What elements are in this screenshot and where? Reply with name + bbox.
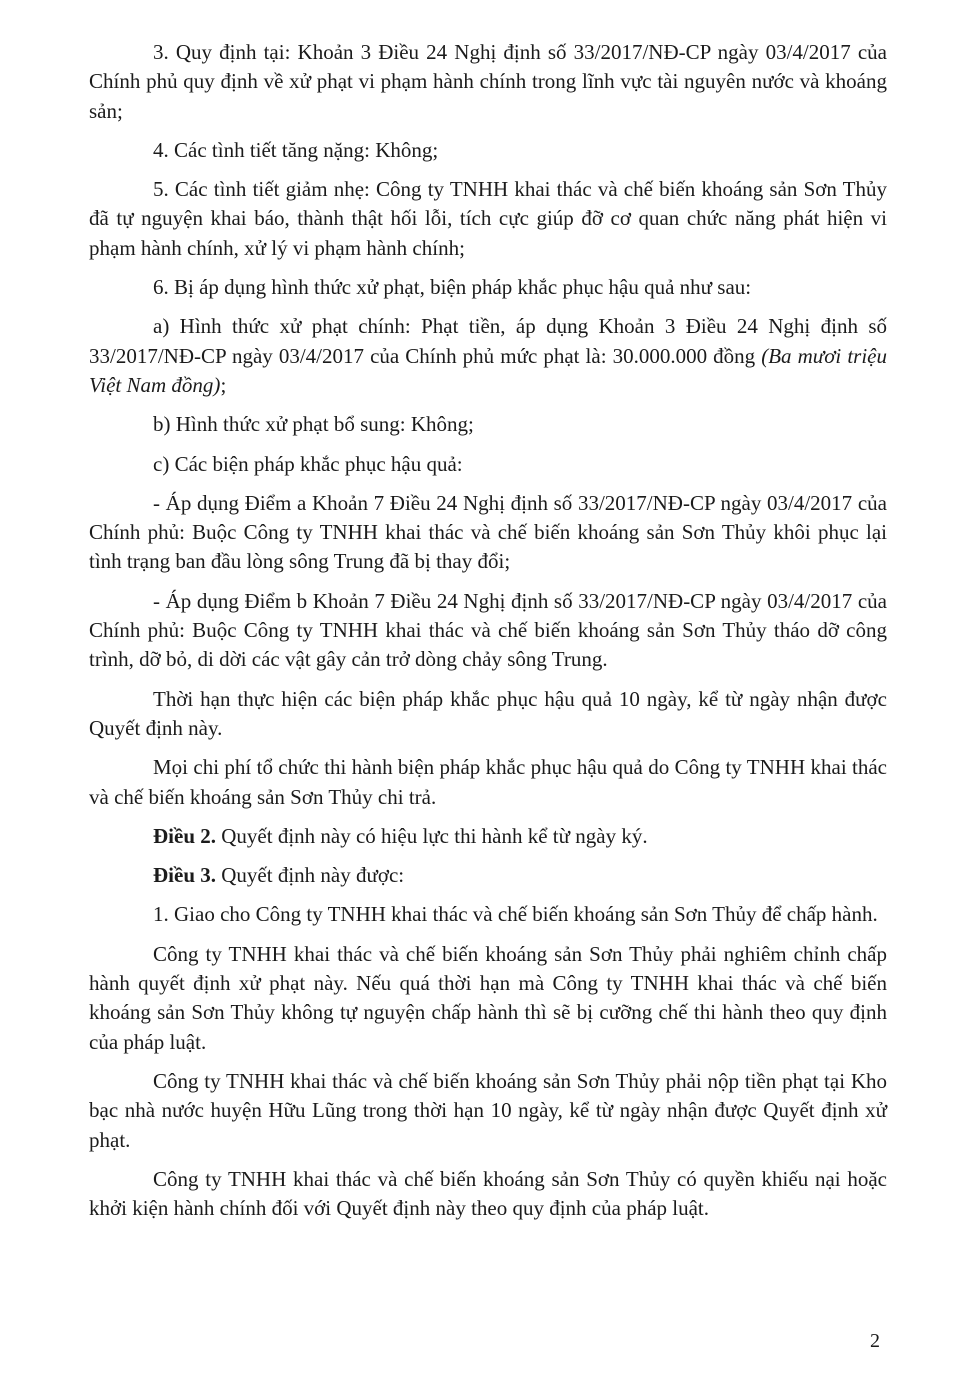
paragraph-text: Công ty TNHH khai thác và chế biến khoáng sản Sơn Thủy phải nộp tiền phạt tại Kho bạc nhà nước huyện Hữu Lũng trong thời hạn 10 ngày, kể từ ngày nhận được Quyết định xử phạt. bbox=[89, 1068, 887, 1152]
paragraph-text: 3. Quy định tại: Khoản 3 Điều 24 Nghị định số 33/2017/NĐ-CP ngày 03/4/2017 của Chính phủ quy định về xử phạt vi phạm hành chính trong lĩnh vực tài nguyên nước và khoáng sản; bbox=[89, 40, 887, 123]
paragraph-text: a) Hình thức xử phạt chính: Phạt tiền, áp dụng Khoản 3 Điều 24 Nghị định số 33/2017/NĐ-CP ngày 03/4/2017 của Chính phủ mức phạt là: 30.000.000 đồng bbox=[89, 314, 887, 368]
paragraph-payment bbox=[89, 1067, 887, 1155]
paragraph-text: Thời hạn thực hiện các biện pháp khắc phục hậu quả 10 ngày, kể từ ngày nhận được Quyết định này. bbox=[89, 686, 887, 740]
paragraph-text: b) Hình thức xử phạt bổ sung: Không; bbox=[153, 412, 474, 437]
paragraph-item-6b bbox=[89, 410, 887, 439]
paragraph-costs bbox=[89, 753, 887, 812]
paragraph-item-6a bbox=[89, 312, 887, 400]
paragraph-item-4 bbox=[89, 136, 887, 165]
paragraph-assignment bbox=[89, 900, 887, 929]
amount-in-words: (Ba mươi triệu Việt Nam đồng) bbox=[89, 343, 887, 397]
paragraph-measure-a bbox=[89, 489, 887, 577]
document-body bbox=[89, 38, 887, 1223]
paragraph-article-3 bbox=[89, 861, 887, 890]
article-heading: Điều 3. bbox=[153, 863, 216, 888]
paragraph-text: Công ty TNHH khai thác và chế biến khoáng sản Sơn Thủy phải nghiêm chỉnh chấp hành quyết định xử phạt này. Nếu quá thời hạn mà Công ty TNHH khai thác và chế biến khoáng sản Sơn Thủy không tự nguyện chấp hành thì sẽ bị cưỡng chế thi hành theo quy định của pháp luật. bbox=[89, 941, 887, 1054]
paragraph-item-6c bbox=[89, 450, 887, 479]
paragraph-item-5 bbox=[89, 175, 887, 263]
paragraph-compliance bbox=[89, 940, 887, 1057]
paragraph-text: - Áp dụng Điểm a Khoản 7 Điều 24 Nghị định số 33/2017/NĐ-CP ngày 03/4/2017 của Chính phủ: Buộc Công ty TNHH khai thác và chế biến khoáng sản Sơn Thủy khôi phục lại tình trạng ban đầu lòng sông Trung đã bị thay đổi; bbox=[89, 490, 887, 574]
paragraph-measure-b bbox=[89, 587, 887, 675]
paragraph-text: c) Các biện pháp khắc phục hậu quả: bbox=[153, 451, 463, 476]
page-number: 2 bbox=[870, 1330, 880, 1352]
paragraph-deadline bbox=[89, 685, 887, 744]
paragraph-text: 5. Các tình tiết giảm nhẹ: Công ty TNHH khai thác và chế biến khoáng sản Sơn Thủy đã tự nguyện khai báo, thành thật hối lỗi, tích cực giúp đỡ cơ quan chức năng phát hiện vi phạm hành chính, xử lý vi phạm hành chính; bbox=[89, 177, 887, 260]
paragraph-text: 1. Giao cho Công ty TNHH khai thác và chế biến khoáng sản Sơn Thủy để chấp hành. bbox=[153, 902, 878, 927]
article-heading: Điều 2. bbox=[153, 823, 216, 848]
paragraph-appeal bbox=[89, 1165, 887, 1224]
paragraph-text: Quyết định này được: bbox=[216, 863, 405, 888]
paragraph-text: - Áp dụng Điểm b Khoản 7 Điều 24 Nghị định số 33/2017/NĐ-CP ngày 03/4/2017 của Chính phủ: Buộc Công ty TNHH khai thác và chế biến khoáng sản Sơn Thủy tháo dỡ công trình, dỡ bỏ, di dời các vật gây cản trở dòng chảy sông Trung. bbox=[89, 588, 887, 672]
paragraph-text: Quyết định này có hiệu lực thi hành kể từ ngày ký. bbox=[216, 823, 648, 848]
paragraph-text: Mọi chi phí tổ chức thi hành biện pháp khắc phục hậu quả do Công ty TNHH khai thác và chế biến khoáng sản Sơn Thủy chi trả. bbox=[89, 755, 887, 809]
paragraph-tail: ; bbox=[220, 372, 227, 397]
paragraph-item-3 bbox=[89, 38, 887, 126]
paragraph-text: Công ty TNHH khai thác và chế biến khoáng sản Sơn Thủy có quyền khiếu nại hoặc khởi kiện hành chính đối với Quyết định này theo quy định của pháp luật. bbox=[89, 1166, 887, 1221]
paragraph-text: 6. Bị áp dụng hình thức xử phạt, biện pháp khắc phục hậu quả như sau: bbox=[153, 275, 752, 300]
paragraph-article-2 bbox=[89, 822, 887, 851]
paragraph-text: 4. Các tình tiết tăng nặng: Không; bbox=[153, 137, 439, 162]
paragraph-item-6 bbox=[89, 273, 887, 302]
